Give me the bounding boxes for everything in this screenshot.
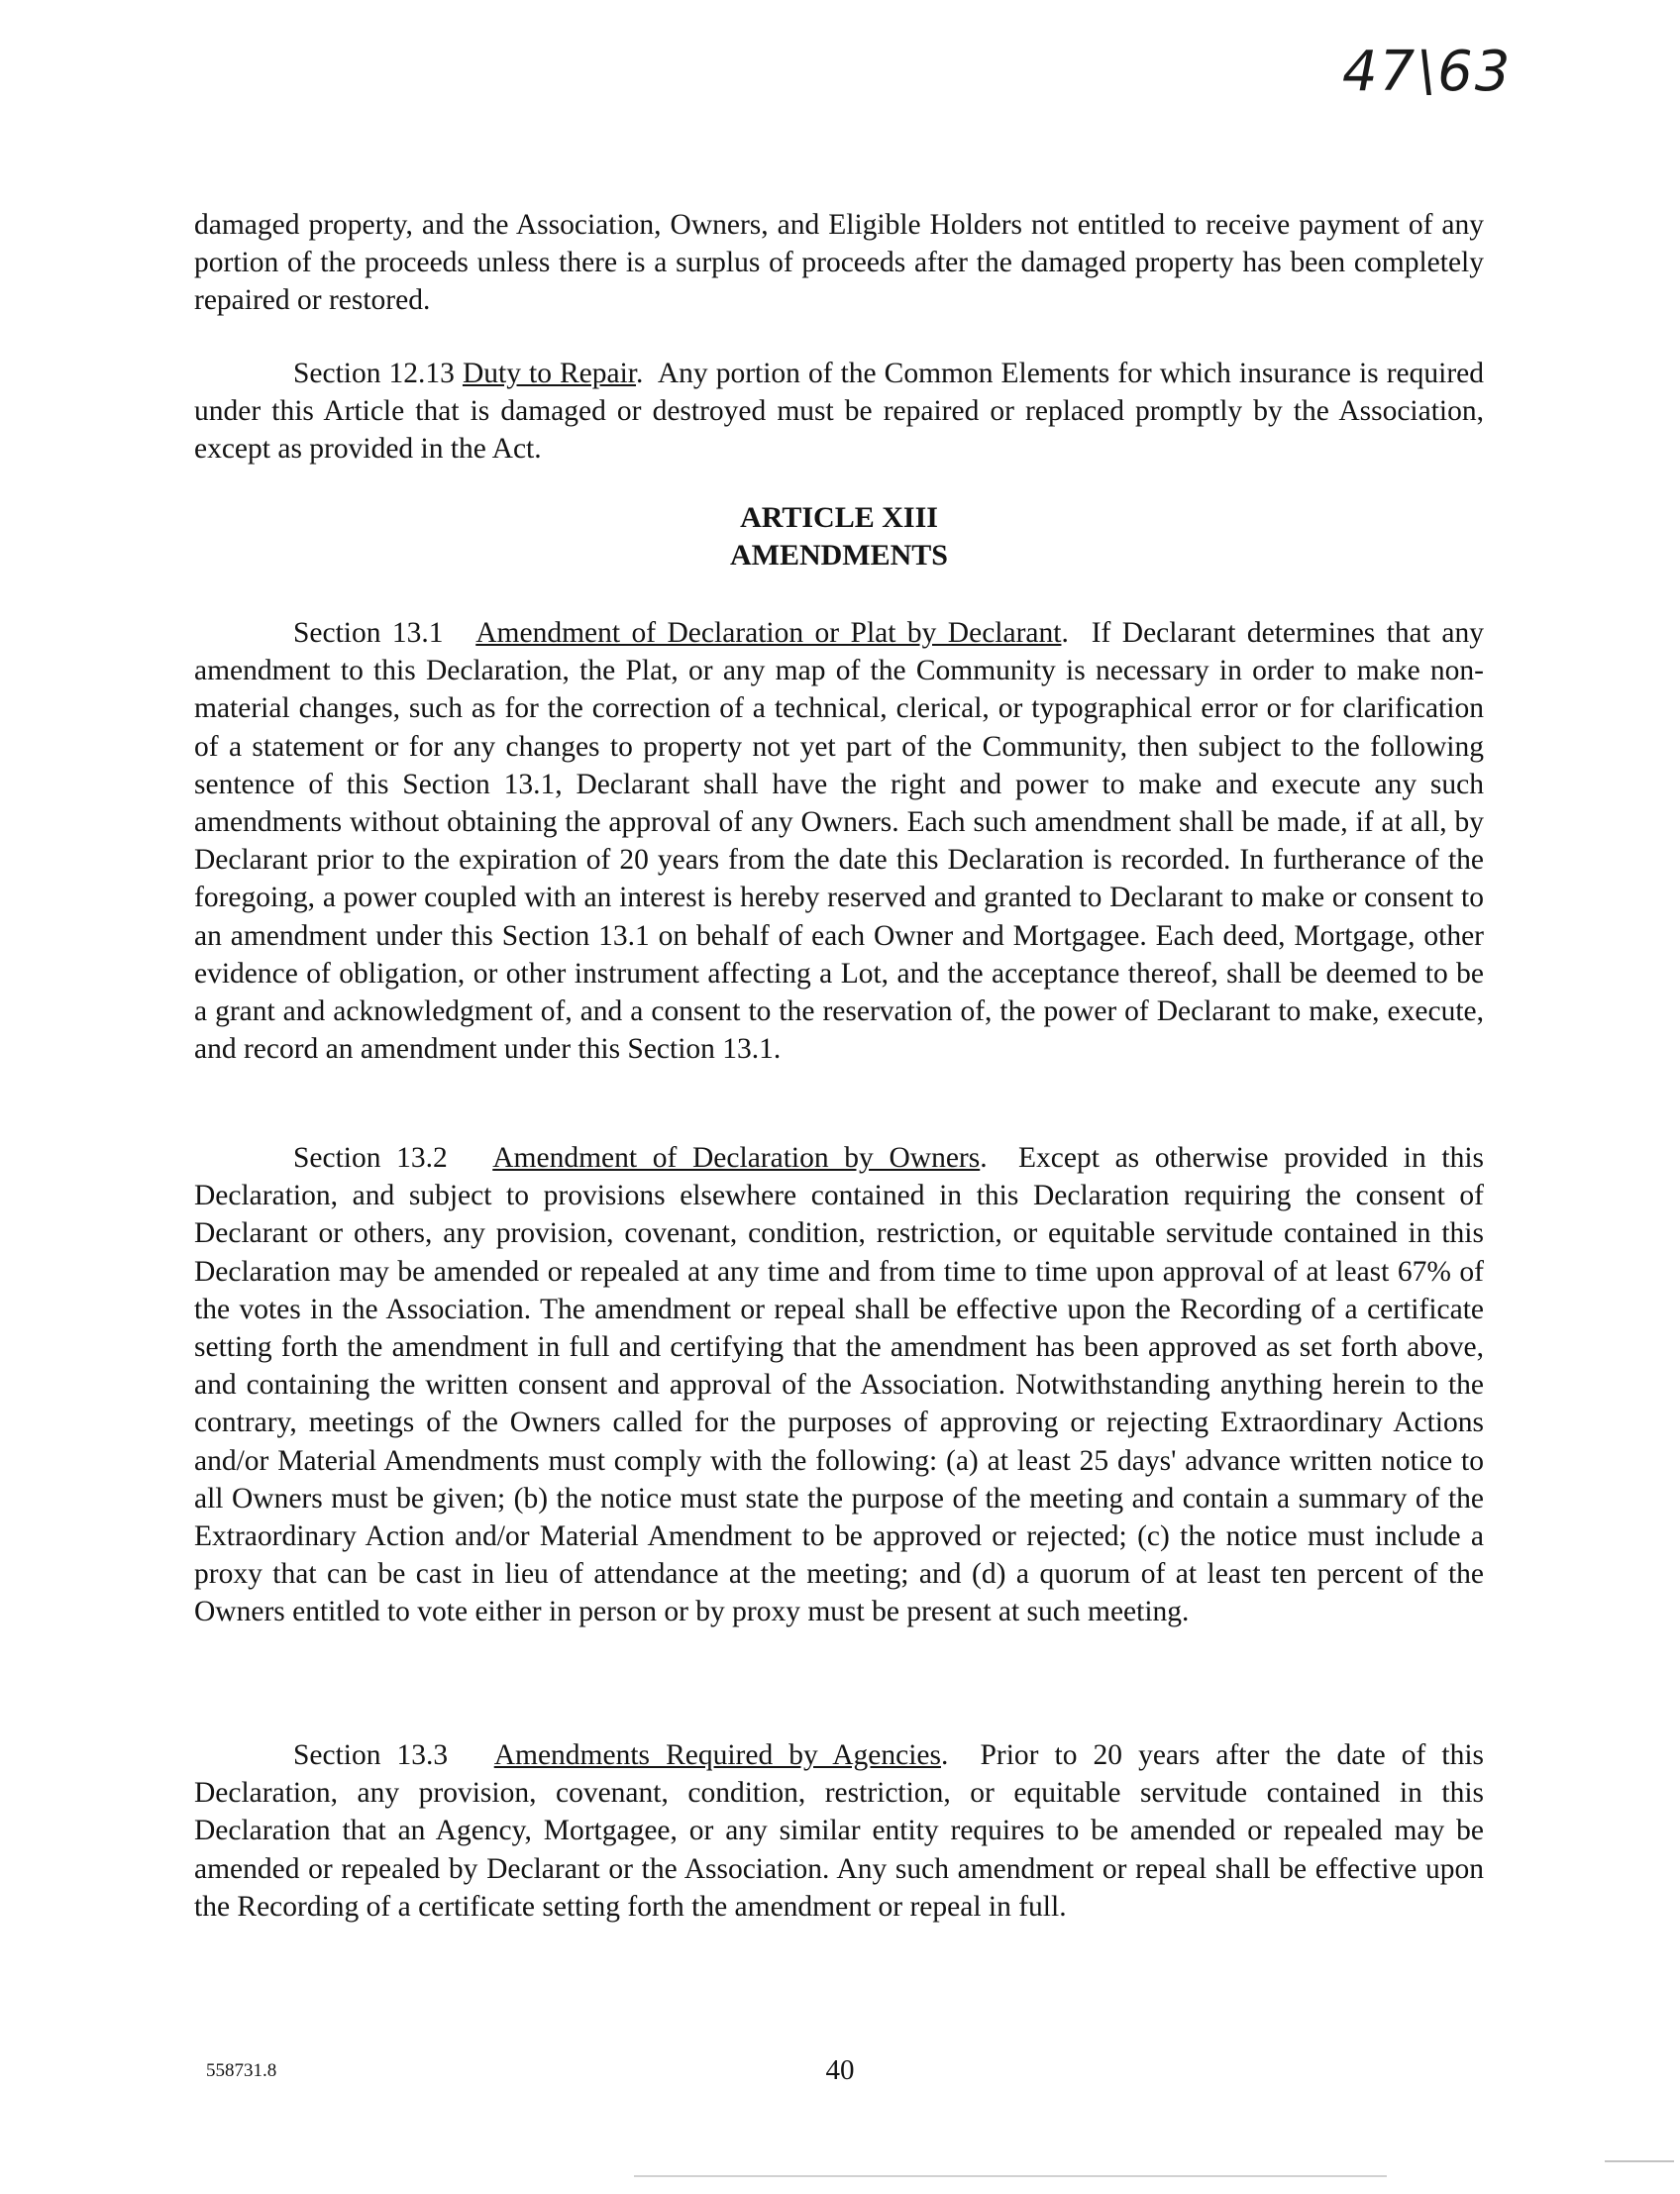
intro-paragraph-text: damaged property, and the Association, Owners, and Eligible Holders not entitled to receive payment of any portion of the proceeds unless there is a surplus of proceeds after the damaged property has been completely repaired or restored. — [194, 209, 1484, 317]
section-13-2-text: Except as otherwise provided in this Declaration, and subject to provisions elsewhere contained in this Declaration requiring the consent of Declarant or others, any provision, covenant, condition, restriction, or equitable servitude contained in this Declaration may be amended or repealed at any time and from time to time upon approval of at least 67% of the votes in the Association. The amendment or repeal shall be effective upon the Recording of a certificate setting forth the amendment in full and certifying that the amendment has been approved as set forth above, and containing the written consent and approval of the Association. Notwithstanding anything herein to the contrary, meetings of the Owners called for the purposes of approving or rejecting Extraordinary Actions and/or Material Amendments must comply with the following: (a) at least 25 days' advance written notice to all Owners must be given; (b) the notice must state the purpose of the meeting and contain a summary of the Extraordinary Action and/or Material Amendment to be approved or rejected; (c) the notice must include a proxy that can be cast in lieu of attendance at the meeting; and (d) a quorum of at least ten percent of the Owners entitled to vote either in person or by proxy must be present at such meeting. — [194, 1142, 1485, 1628]
section-13-1-number: Section 13.1 — [293, 617, 444, 649]
section-12-13-title: Duty to Repair — [462, 358, 636, 389]
section-13-3-title: Amendments Required by Agencies — [493, 1739, 941, 1771]
footer-document-id: 558731.8 — [206, 2060, 277, 2081]
section-13-1-text: If Declarant determines that any amendment to this Declaration, the Plat, or any map of the Community is necessary in order to make non-material changes, such as for the correction of a technical, clerical, or typographical error or for clarification of a statement or for any changes to property not yet part of the Community, then subject to the following sentence of this Section 13.1, Declarant shall have the right and power to make and execute any such amendments without obtaining the approval of any Owners. Each such amendment shall be made, if at all, by Declarant prior to the expiration of 20 years from the date this Declaration is recorded. In furtherance of the foregoing, a power coupled with an interest is hereby reserved and granted to Declarant to make or consent to an amendment under this Section 13.1 on behalf of each Owner and Mortgagee. Each deed, Mortgage, other evidence of obligation, or other instrument affecting a Lot, and the acceptance thereof, shall be deemed to be a grant and acknowledgment of, and a consent to the reservation of, the power of Declarant to make, execute, and record an amendment under this Section 13.1. — [194, 617, 1484, 1066]
section-13-3-text: Prior to 20 years after the date of this Declaration, any provision, covenant, condition, restriction, or equitable servitude contained in this Declaration that an Agency, Mortgagee, or any similar entity requires to be amended or repealed may be amended or repealed by Declarant or the Association. Any such amendment or repeal shall be effective upon the Recording of a certificate setting forth the amendment or repeal in full. — [194, 1739, 1485, 1923]
article-subheading: AMENDMENTS — [729, 539, 948, 572]
section-12-13: Section 12.13 Duty to Repair. Any portion of the Common Elements for which insurance is required under this Article that is damaged or destroyed must be repaired or replaced promptly by the Association, except as provided in the Act. — [194, 358, 1484, 466]
section-13-2: Section 13.2 Amendment of Declaration by Owners. Except as otherwise provided in this Declaration, and subject to provisions elsewhere contained in this Declaration requiring the consent of Declarant or others, any provision, covenant, condition, restriction, or equitable servitude contained in this Declaration may be amended or repealed at any time and from time to time upon approval of at least 67% of the votes in the Association. The amendment or repeal shall be effective upon the Recording of a certificate setting forth the amendment in full and certifying that the amendment has been approved as set forth above, and containing the written consent and approval of the Association. Notwithstanding anything herein to the contrary, meetings of the Owners called for the purposes of approving or rejecting Extraordinary Actions and/or Material Amendments must comply with the following: (a) at least 25 days' advance written notice to all Owners must be given; (b) the notice must state the purpose of the meeting and contain a summary of the Extraordinary Action and/or Material Amendment to be approved or rejected; (c) the notice must include a proxy that can be cast in lieu of attendance at the meeting; and (d) a quorum of at least ten percent of the Owners entitled to vote either in person or by proxy must be present at such meeting. — [194, 1142, 1485, 1628]
section-13-3: Section 13.3 Amendments Required by Agencies. Prior to 20 years after the date of this Declaration, any provision, covenant, condition, restriction, or equitable servitude contained in this Declaration that an Agency, Mortgagee, or any similar entity requires to be amended or repealed may be amended or repealed by Declarant or the Association. Any such amendment or repeal shall be effective upon the Recording of a certificate setting forth the amendment or repeal in full. — [194, 1739, 1485, 1923]
section-12-13-number: Section 12.13 — [293, 358, 455, 389]
handwritten-page-note: 47\63 — [1342, 40, 1513, 104]
scan-artifact-bottom — [634, 2175, 1387, 2177]
intro-paragraph — [194, 206, 1484, 320]
scan-artifact-right — [1605, 2160, 1674, 2162]
section-13-1-title: Amendment of Declaration or Plat by Declarant — [475, 617, 1062, 649]
section-12-13-text: Any portion of the Common Elements for which insurance is required under this Article that is damaged or destroyed must be repaired or replaced promptly by the Association, except as provided in the Act. — [194, 358, 1484, 466]
page-number: 40 — [825, 2054, 855, 2086]
section-13-2-title: Amendment of Declaration by Owners — [492, 1142, 981, 1174]
section-13-1: Section 13.1 Amendment of Declaration or Plat by Declarant. If Declarant determines that any amendment to this Declaration, the Plat, or any map of the Community is necessary in order to make non-material changes, such as for the correction of a technical, clerical, or typographical error or for clarification of a statement or for any changes to property not yet part of the Community, then subject to the following sentence of this Section 13.1, Declarant shall have the right and power to make and execute any such amendments without obtaining the approval of any Owners. Each such amendment shall be made, if at all, by Declarant prior to the expiration of 20 years from the date this Declaration is recorded. In furtherance of the foregoing, a power coupled with an interest is hereby reserved and granted to Declarant to make or consent to an amendment under this Section 13.1 on behalf of each Owner and Mortgagee. Each deed, Mortgage, other evidence of obligation, or other instrument affecting a Lot, and the acceptance thereof, shall be deemed to be a grant and acknowledgment of, and a consent to the reservation of, the power of Declarant to make, execute, and record an amendment under this Section 13.1. — [194, 617, 1484, 1066]
section-13-2-number: Section 13.2 — [293, 1142, 448, 1174]
section-13-3-number: Section 13.3 — [293, 1739, 449, 1771]
article-heading: ARTICLE XIII — [740, 501, 938, 534]
